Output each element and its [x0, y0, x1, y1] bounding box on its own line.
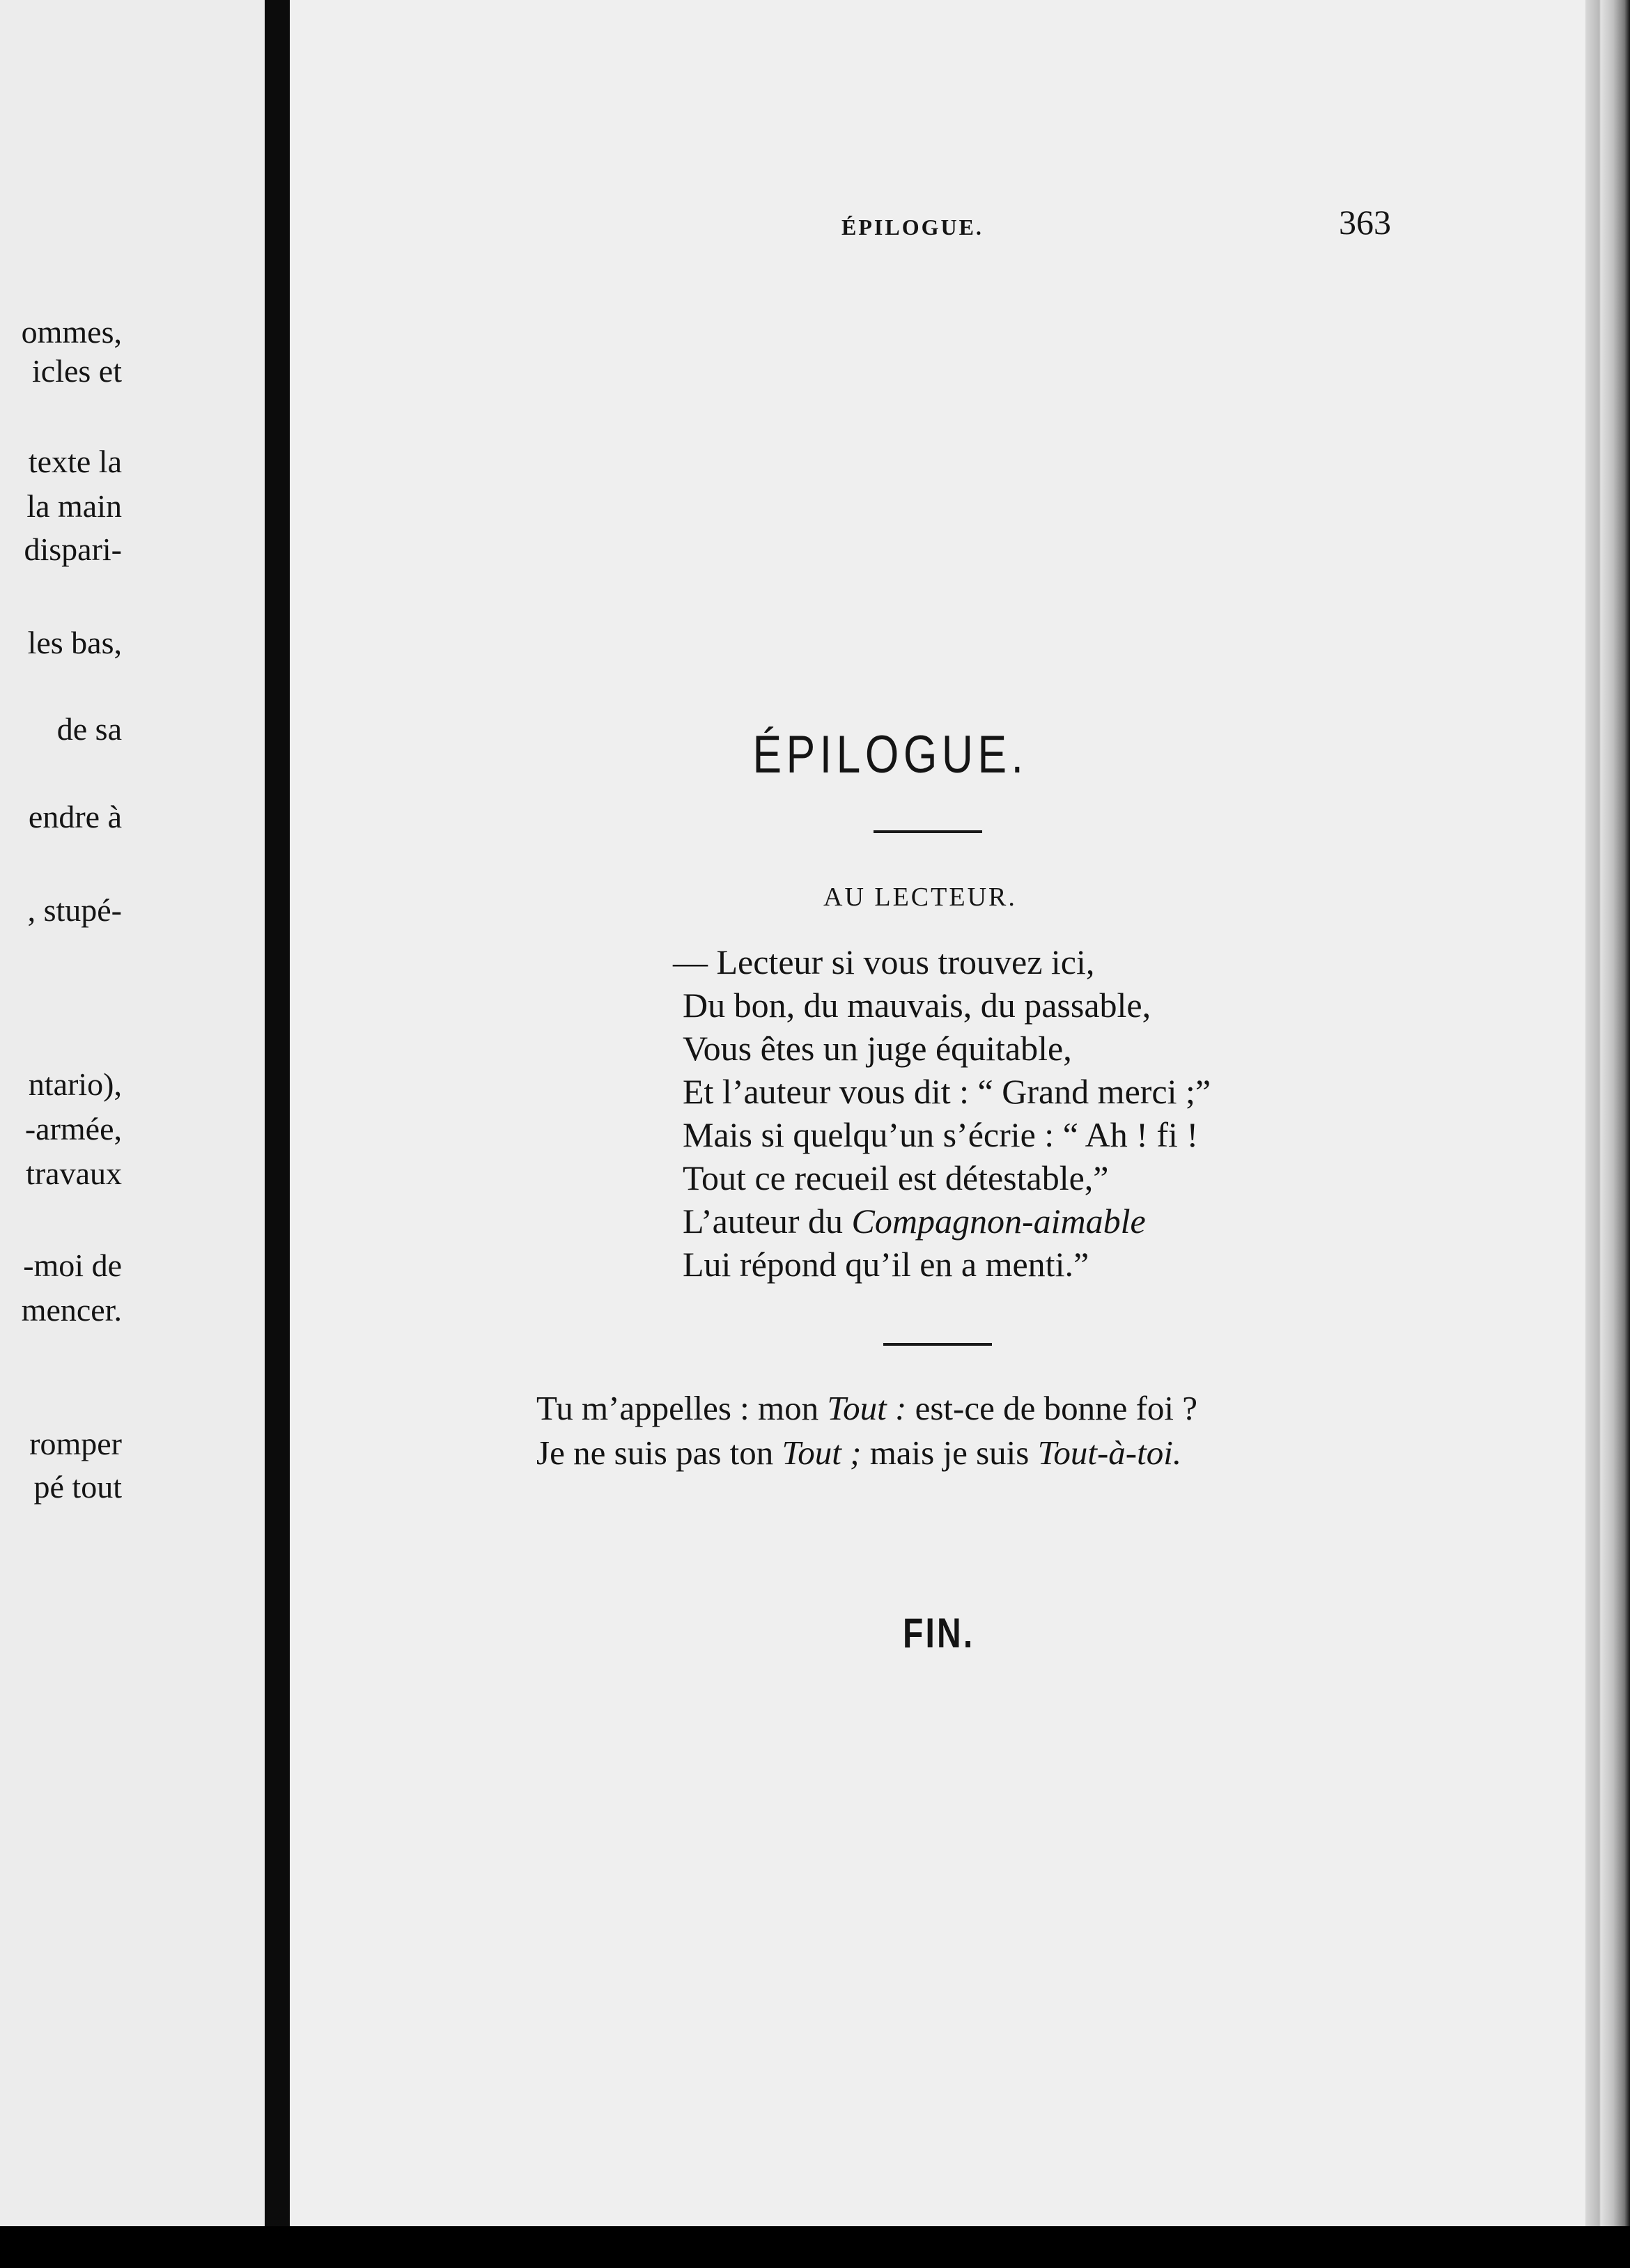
left-page-line: icles et — [32, 353, 122, 389]
epigram-italic: Tout : — [827, 1389, 907, 1427]
left-page-line: endre à — [28, 799, 122, 834]
left-page-line: ommes, — [21, 314, 122, 350]
poem-line — [673, 940, 1211, 984]
poem-line — [673, 1113, 1211, 1156]
chapter-subtitle: AU LECTEUR. — [823, 883, 1017, 912]
epigram-italic: Tout-à-toi. — [1037, 1434, 1182, 1472]
left-page-line: de sa — [56, 711, 122, 747]
poem-line-italic: Compagnon-aimable — [851, 1202, 1146, 1241]
left-page-line: mencer. — [21, 1292, 122, 1328]
left-page-line: les bas, — [27, 625, 122, 660]
poem-line-text: Mais si quelqu’un s’écrie : “ Ah ! fi ! — [683, 1115, 1199, 1154]
epigram-line-1 — [536, 1386, 1197, 1431]
poem-line-text: Et l’auteur vous dit : “ Grand merci ;” — [683, 1072, 1211, 1111]
left-page-line: la main — [26, 488, 122, 524]
poem-line — [673, 1156, 1211, 1199]
chapter-title: ÉPILOGUE. — [752, 725, 1028, 784]
left-page-line: -armée, — [24, 1111, 122, 1147]
left-page-line: romper — [29, 1426, 122, 1461]
left-page-line: , stupé- — [27, 892, 122, 928]
poem-line — [673, 1027, 1211, 1070]
poem-line-text: Vous êtes un juge équitable, — [683, 1029, 1072, 1068]
poem-line-text: Lui répond qu’il en a menti.” — [683, 1245, 1089, 1284]
running-head: ÉPILOGUE. — [841, 215, 984, 240]
epigram-text: Je ne suis pas ton — [536, 1434, 782, 1472]
epigram-text: mais je suis — [861, 1434, 1038, 1472]
end-mark: FIN. — [903, 1610, 975, 1656]
left-facing-page — [0, 0, 265, 2226]
poem-rule — [883, 1343, 992, 1346]
poem — [673, 940, 1211, 1286]
epigram-text: Tu m’appelles : mon — [536, 1389, 828, 1427]
poem-line — [673, 984, 1211, 1027]
poem-line — [673, 1243, 1211, 1286]
poem-line-text: Du bon, du mauvais, du passable, — [683, 986, 1151, 1025]
left-page-line: dispari- — [24, 531, 122, 567]
poem-line — [673, 1199, 1211, 1243]
epigram-italic: Tout ; — [782, 1434, 862, 1472]
page-number: 363 — [1339, 203, 1391, 242]
page-edge — [1585, 0, 1630, 2226]
left-page-line: texte la — [28, 444, 122, 479]
book-gutter — [265, 0, 290, 2226]
left-page-line: ntario), — [28, 1066, 122, 1102]
poem-line-text: Tout ce recueil est détestable,” — [683, 1158, 1109, 1197]
scan-border — [0, 2226, 1630, 2268]
left-page-line: pé tout — [33, 1469, 122, 1505]
left-page-line: travaux — [26, 1156, 122, 1191]
left-page-line: -moi de — [23, 1248, 122, 1283]
epigram-line-2 — [536, 1431, 1197, 1475]
poem-line-text: — Lecteur si vous trouvez ici, — [673, 942, 1095, 981]
poem-line — [673, 1070, 1211, 1113]
epigram-text: est-ce de bonne foi ? — [906, 1389, 1198, 1427]
title-rule — [874, 830, 982, 833]
epigram — [536, 1386, 1197, 1475]
poem-line-text: L’auteur du — [683, 1202, 852, 1241]
